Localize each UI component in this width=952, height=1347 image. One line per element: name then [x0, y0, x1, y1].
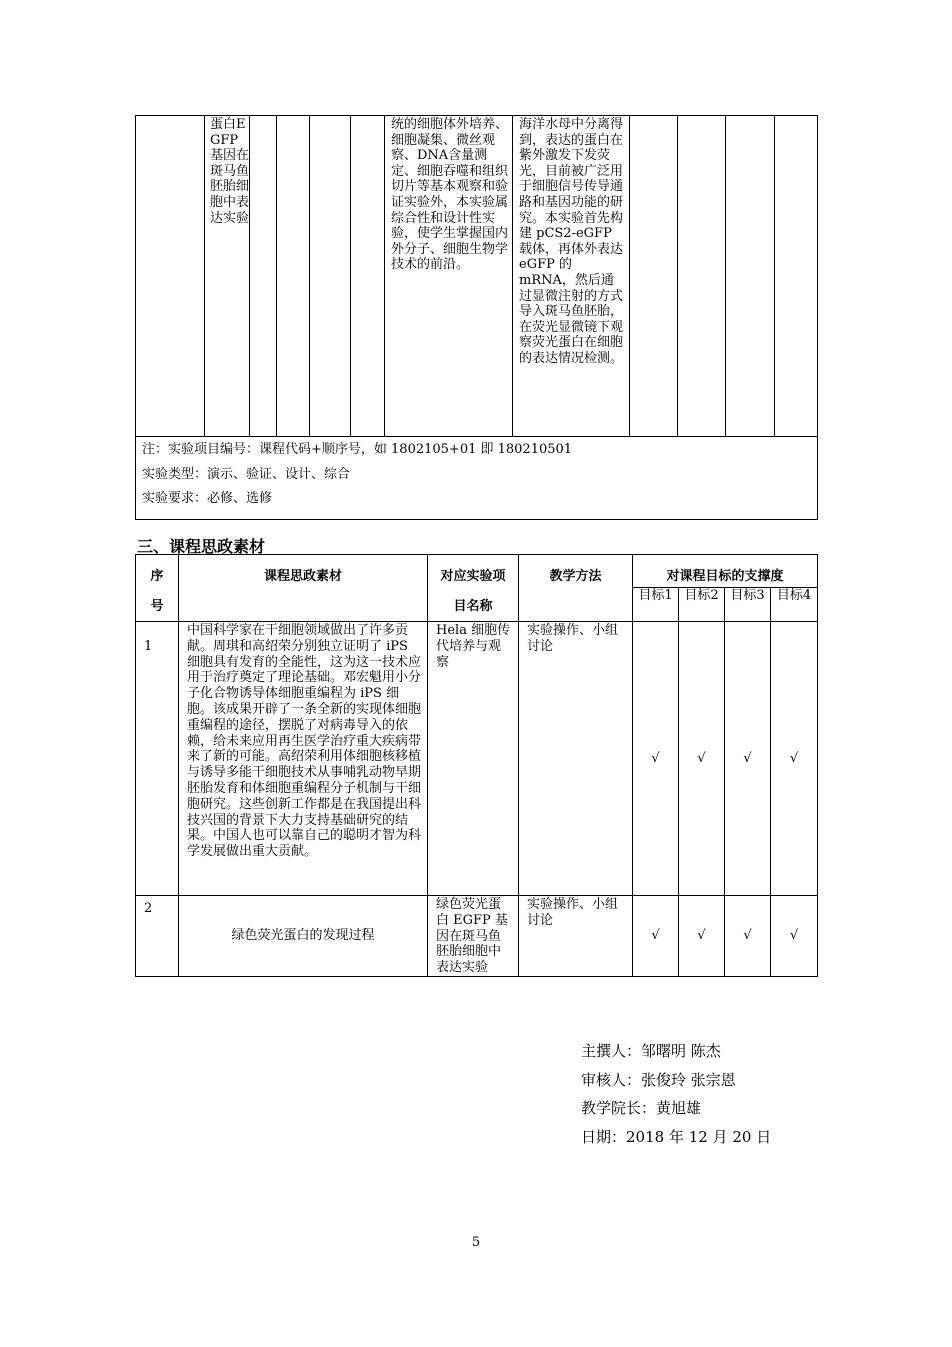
dean-line: 教学院长：黄旭雄 — [581, 1099, 702, 1117]
table-cell — [136, 116, 205, 437]
experiment-cell: Hela 细胞传代培养与观察 — [428, 622, 519, 896]
material-header-label: 课程思政素材 — [263, 569, 342, 584]
table-row — [136, 622, 818, 896]
section-title: 三、课程思政素材 — [137, 537, 266, 556]
table-cell — [678, 116, 726, 437]
method-header — [519, 555, 633, 622]
notes-cell — [136, 437, 818, 520]
notes-row — [136, 437, 818, 520]
support-header — [633, 555, 818, 588]
experiment-header-top: 对应实验项 — [440, 569, 506, 584]
seq-cell: 2 — [136, 896, 179, 977]
seq-cell: 1 — [136, 622, 179, 896]
goal-check-1: √ — [633, 896, 679, 977]
experiment-header — [428, 555, 519, 622]
note-requirements: 实验要求：必修、选修 — [142, 491, 273, 506]
goal-header-4: 目标4 — [771, 588, 818, 622]
table-cell — [277, 116, 310, 437]
seq-header-bottom: 号 — [150, 598, 164, 614]
goal-check-3: √ — [725, 622, 771, 896]
note-types: 实验类型：演示、验证、设计、综合 — [142, 466, 351, 482]
experiment-content-cell: 海洋水母中分离得到，表达的蛋白在紫外激发下发荧光，目前被广泛用于细胞信号传导通路和基因功能的研究。本实验首先构建 pCS2-eGFP 载体，再体外表达 eGFP 的 mRNA，然后通过显微注射的方式导入斑马鱼胚胎，在荧光显微镜下观察荧光蛋白在细胞的表达情况检测。 — [513, 116, 630, 437]
material-header — [179, 555, 428, 622]
experiment-cell: 绿色荧光蛋白 EGFP 基因在斑马鱼胚胎细胞中表达实验 — [428, 896, 519, 977]
seq-header-top: 序 — [150, 569, 164, 584]
goal-header-2: 目标2 — [679, 588, 725, 622]
signature-block — [581, 1037, 771, 1151]
table-cell — [310, 116, 351, 437]
experiment-table — [135, 115, 818, 520]
seq-header — [136, 555, 179, 622]
method-cell: 实验操作、小组讨论 — [519, 622, 633, 896]
goal-check-4: √ — [771, 622, 818, 896]
experiment-intro-cell: 统的细胞体外培养、细胞凝集、微丝观察、DNA含量测定、细胞吞噬和组织切片等基本观察和验证实验外，本实验属综合性和设计性实验，使学生掌握国内外分子、细胞生物学技术的前沿。 — [385, 116, 513, 437]
goal-check-3: √ — [725, 896, 771, 977]
ideology-table — [135, 554, 818, 977]
table-row — [136, 896, 818, 977]
material-cell: 绿色荧光蛋白的发现过程 — [179, 896, 428, 977]
table-cell — [351, 116, 385, 437]
experiment-header-bottom: 目名称 — [453, 598, 493, 614]
author-line: 主撰人：邹曙明 陈杰 — [581, 1042, 721, 1060]
reviewer-line: 审核人：张俊玲 张宗恩 — [581, 1070, 736, 1089]
goal-header-1: 目标1 — [633, 588, 679, 622]
table-cell — [775, 116, 818, 437]
table-row — [136, 116, 818, 437]
note-numbering: 注：实验项目编号：课程代码+顺序号，如 1802105+01 即 180210501 — [142, 442, 573, 457]
method-cell: 实验操作、小组讨论 — [519, 896, 633, 977]
table-cell — [250, 116, 277, 437]
goal-check-4: √ — [771, 896, 818, 977]
table-cell — [630, 116, 678, 437]
header-row — [136, 555, 818, 588]
goal-header-3: 目标3 — [725, 588, 771, 622]
method-header-label: 教学方法 — [549, 569, 602, 584]
date-line: 日期：2018 年 12 月 20 日 — [581, 1127, 772, 1146]
support-header-label: 对课程目标的支撑度 — [666, 569, 784, 584]
goal-check-2: √ — [679, 622, 725, 896]
table-cell — [726, 116, 775, 437]
material-cell: 中国科学家在干细胞领域做出了许多贡献。周琪和高绍荣分别独立证明了 iPS 细胞具有发育的全能性，这为这一技术应用于治疗奠定了理论基础。邓宏魁用小分子化合物诱导体细胞重编程为 iPS 细胞。该成果开辟了一条全新的实现体细胞重编程的途径，摆脱了对病毒导入的依赖，给未来应用再生医学治疗重大疾病带来了新的可能。高绍荣利用体细胞核移植与诱导多能干细胞技术从事哺乳动物早期胚胎发育和体细胞重编程分子机制与干细胞研究。这些创新工作都是在我国提出科技兴国的背景下大力支持基础研究的结果。中国人也可以靠自己的聪明才智为科学发展做出重大贡献。 — [179, 622, 428, 896]
goal-check-1: √ — [633, 622, 679, 896]
goal-check-2: √ — [679, 896, 725, 977]
page-number: 5 — [471, 1235, 481, 1250]
experiment-name-cell: 蛋白EGFP基因在斑马鱼胚胎细胞中表达实验 — [205, 116, 250, 437]
